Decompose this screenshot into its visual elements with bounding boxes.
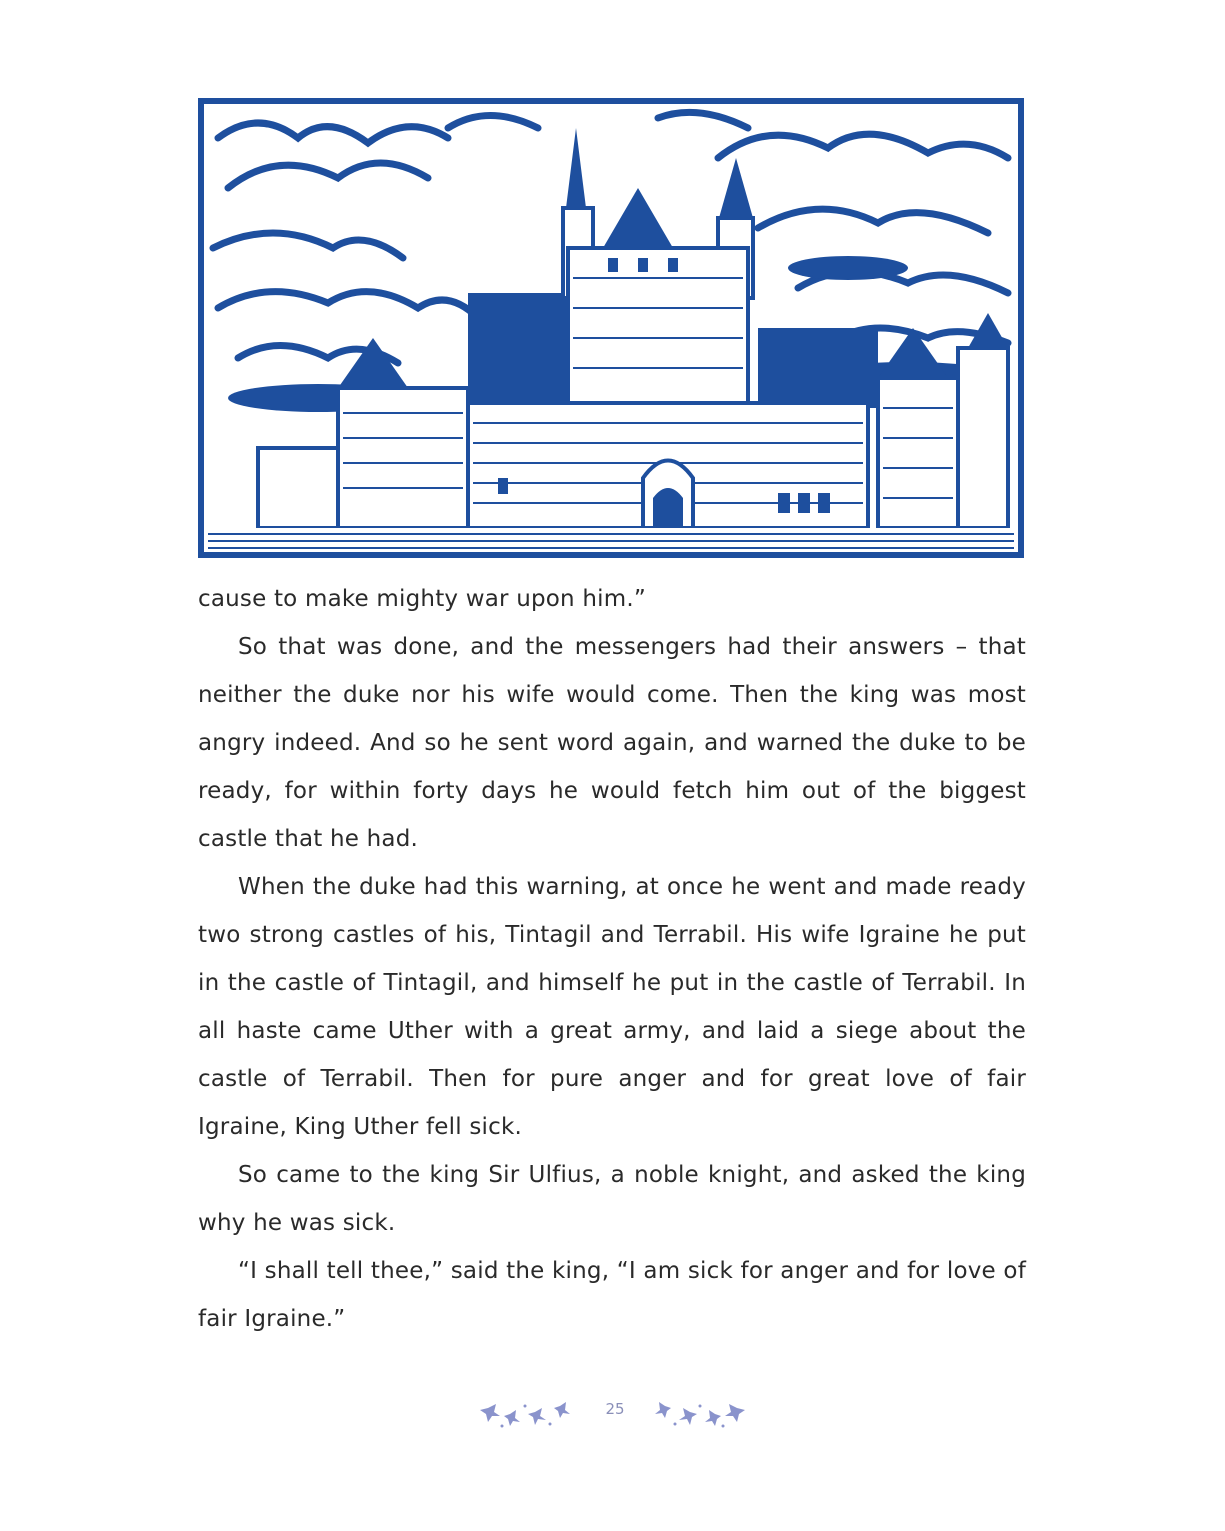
castle-illustration (198, 98, 1024, 558)
castle-illustration-drawing (198, 98, 1024, 558)
page-footer (480, 1398, 750, 1438)
paragraph: When the duke had this warning, at once he went and made ready two strong castles of his, Tintagil and Terrabil. His wife Igraine he put in the castle of Tintagil, and himself he put in the castle of Terrabil. In all haste came Uther with a great army, and laid a siege about the castle of Terrabil. Then for pure anger and for great love of fair Igraine, King Uther fell sick. (198, 874, 1026, 1140)
paragraph: So came to the king Sir Ulfius, a noble knight, and asked the king why he was sick. (198, 1162, 1026, 1236)
page-number: 25 (605, 1400, 625, 1418)
leaf-ornament-icon (645, 1398, 745, 1434)
body-text (198, 575, 1026, 1343)
leaf-ornament-icon (480, 1398, 580, 1434)
paragraph: So that was done, and the messengers had their answers – that neither the duke nor his wife would come. Then the king was most angry indeed. And so he sent word again, and warned the duke to be ready, for within forty days he would fetch him out of the biggest castle that he had. (198, 634, 1026, 852)
paragraph: “I shall tell thee,” said the king, “I am sick for anger and for love of fair Igraine.” (198, 1258, 1026, 1332)
paragraph-continuation: cause to make mighty war upon him.” (198, 586, 646, 612)
